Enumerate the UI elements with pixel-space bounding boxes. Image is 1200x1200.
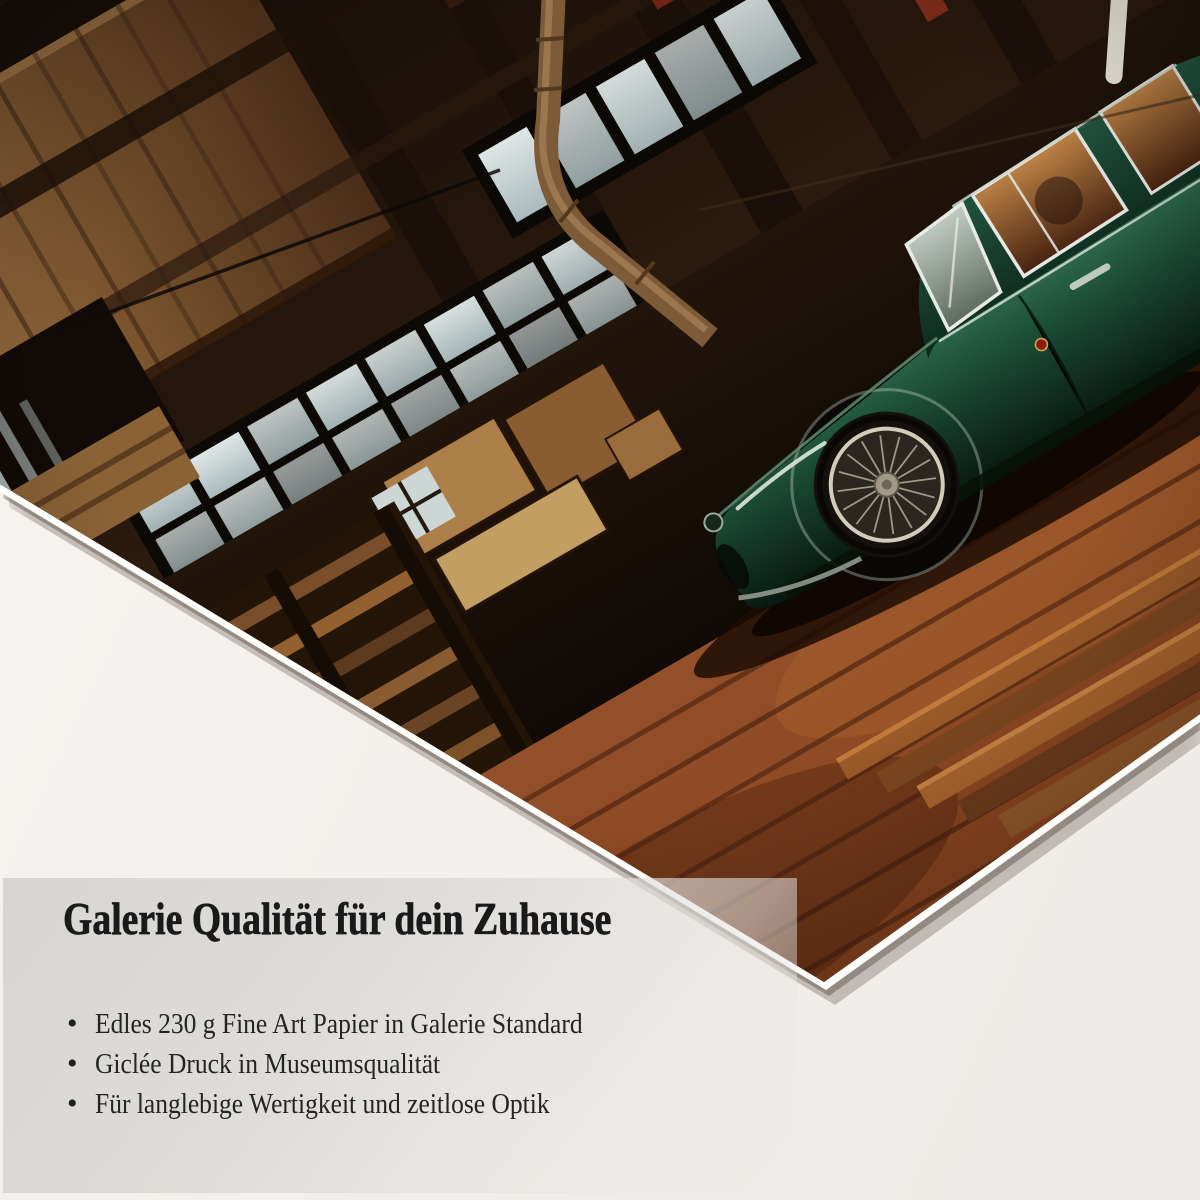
feature-item: • Für langlebige Wertigkeit und zeitlose Optik [67,1084,649,1124]
feature-item: • Edles 230 g Fine Art Papier in Galerie Standard [67,1004,649,1044]
panel-heading: Galerie Qualität für dein Zuhause [63,893,612,944]
info-panel [3,878,797,1193]
feature-list [67,1004,649,1124]
feature-item: • Giclée Druck in Museumsqualität [67,1044,649,1084]
